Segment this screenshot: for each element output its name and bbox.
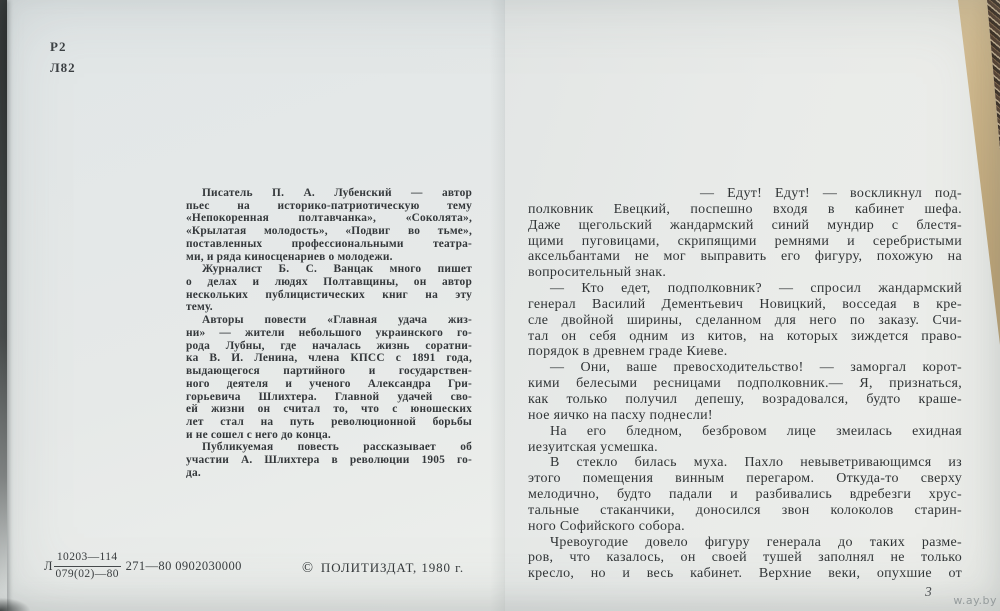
text-line: Даже щегольский жандармский синий мундир с блестя- (528, 217, 962, 233)
copyright-line (302, 560, 464, 577)
text-line: тему. (186, 301, 213, 314)
text-line: как только получил депешу, возрадовался, будто краше- (528, 391, 962, 407)
text-line: лет стал на путь революционной борьбы (186, 415, 472, 428)
story-text-block (528, 186, 962, 582)
text-line: кресло, но и весь кабинет. Верхние веки, опухшие от (528, 566, 962, 582)
text-line: В стекло билась муха. Пахло невыветривающимся из (550, 455, 962, 471)
text-line: выдающегося партийного и государствен- (186, 365, 472, 378)
right-page (505, 0, 1000, 611)
text-line: — Кто едет, подполковник? — спросил жандармский (550, 281, 962, 297)
text-line: кими белесыми ресницами подполковник.— Я, признаться, (528, 376, 962, 392)
text-line: ни» — жители небольшого украинского го- (186, 326, 472, 339)
text-line: «Крылатая молодость», «Подвиг во тьме», (186, 225, 472, 238)
text-line: ей жизни он считал то, что с юношеских (186, 403, 472, 416)
imprint-prefix: Л (44, 558, 53, 573)
text-line: Чревоугодие довело фигуру генерала до таких разме- (550, 534, 962, 550)
classification-code-top: Р2 (50, 39, 67, 54)
text-line: рода Лубны, где началась жизнь соратни- (186, 339, 472, 352)
text-line: тальные стаканчики, доносился звон колоколов старин- (528, 502, 962, 518)
text-line: о делах и людях Полтавщины, он автор (186, 276, 472, 289)
text-line: порядок в древнем граде Киеве. (528, 344, 728, 360)
text-line: Авторы повести «Главная удача жиз- (202, 314, 472, 327)
text-line: участии А. Шлихтера в революции 1905 го- (186, 454, 472, 467)
text-line: генерал Василий Дементьевич Новицкий, восседая в кре- (528, 296, 962, 312)
text-line: Писатель П. А. Лубенский — автор (202, 187, 472, 199)
text-line: аксельбантами не мог выправить его фигуру, похожую на (528, 249, 962, 265)
text-line: да. (186, 466, 201, 479)
text-line: щими пуговицами, скрипящими ремнями и серебристыми (528, 233, 962, 249)
text-line: нескольких публицистических книг на эту (186, 288, 472, 301)
classification-code-bottom: Л82 (50, 60, 76, 75)
text-line: — Едут! Едут! — воскликнул под- (700, 186, 962, 201)
text-line: ное яичко на пасху поднесли! (528, 407, 713, 423)
imprint-line (44, 551, 242, 582)
text-line: сле двойной ширины, сделанном для него по заказу. Счи- (528, 312, 962, 328)
text-line: На его бледном, безбровом лице змеилась ехидная (550, 423, 962, 439)
page-number: 3 (925, 584, 932, 599)
photo-corner-shadow (0, 598, 30, 611)
text-line: мелодично, будто падали и разбивались вдребезги хрус- (528, 487, 962, 503)
text-line: ров, что казалось, он своей тушей заполнял не только (528, 550, 962, 566)
photo-left-border (0, 0, 7, 611)
text-line: ного Софийского собора. (528, 518, 685, 534)
text-line: Публикуемая повесть рассказывает об (202, 441, 472, 454)
text-line: ка В. И. Ленина, члена КПСС с 1891 года, (186, 352, 472, 365)
text-line: «Непокоренная полтавчанка», «Соколята», (186, 212, 472, 225)
text-line: Журналист Б. С. Ванцак много пишет (202, 263, 472, 276)
imprint-fraction (54, 551, 121, 582)
library-classification-code (50, 36, 76, 78)
text-line: поставленных профессиональными театра- (186, 237, 472, 250)
text-line: горьевича Шлихтера. Главной удачей сво- (186, 390, 472, 403)
imprint-fraction-denominator: 079(02)—80 (55, 567, 119, 580)
text-line: этого помещения винным перегаром. Откуда-то сверху (528, 471, 962, 487)
text-line: ми, и ряда киносценариев о молодежи. (186, 250, 393, 263)
text-line: тал он себя одним из китов, на которых зиждется право- (528, 328, 962, 344)
text-line: — Они, ваше превосходительство! — заморгал корот- (550, 360, 962, 376)
text-line: полковник Евецкий, поспешно входя в кабинет шефа. (528, 201, 962, 217)
imprint-suffix: 271—80 0902030000 (125, 558, 242, 573)
annotation-text-block (186, 187, 472, 480)
text-line: вопросительный знак. (528, 265, 667, 281)
text-line: ного деятеля и ученого Александра Гри- (186, 377, 472, 390)
text-line: иезуитская усмешка. (528, 439, 658, 455)
watermark: w.ay.by (953, 594, 997, 607)
copyright-icon: © (302, 560, 314, 576)
publisher-name: ПОЛИТИЗДАТ, 1980 г. (320, 560, 465, 575)
imprint-fraction-numerator: 10203—114 (54, 551, 121, 567)
text-line: пьес на историко-патриотическую тему (186, 199, 472, 212)
text-line: и не сошел с него до конца. (186, 428, 331, 441)
